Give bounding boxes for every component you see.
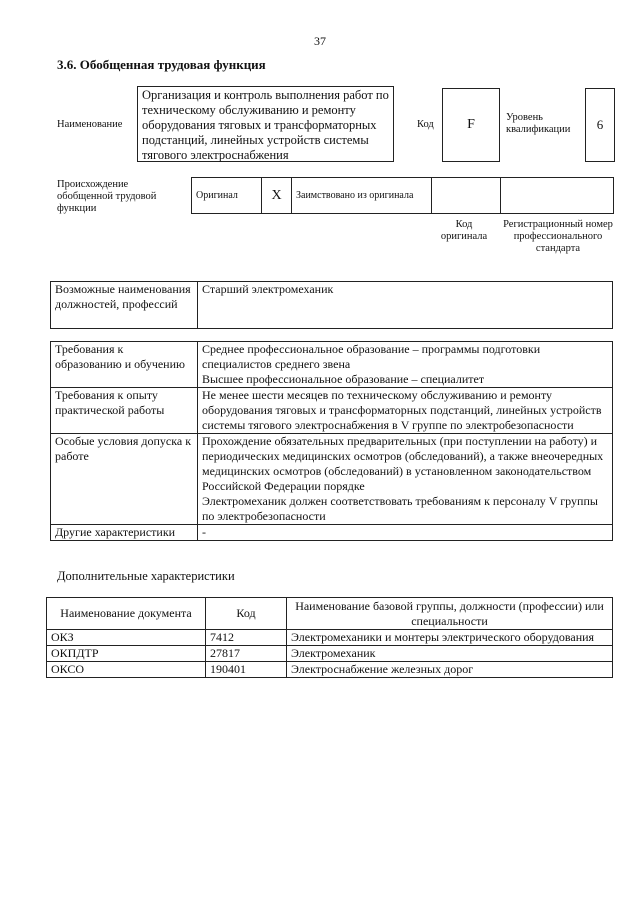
qualification-level-box: 6 <box>585 88 615 162</box>
origin-code-caption: Код оригинала <box>440 219 488 242</box>
section-title: 3.6. Обобщенная трудовая функция <box>57 57 266 72</box>
requirement-row <box>51 342 613 388</box>
positions-table <box>50 281 613 329</box>
additional-row <box>47 646 613 662</box>
doc-group-cell: Электромеханик <box>287 646 613 662</box>
function-name-box: Организация и контроль выполнения работ по техническому обслуживанию и ремонту оборудования тяговых и трансформаторных подстанций, линейных устройств системы тягового электроснабжения <box>137 86 394 162</box>
requirement-text: Не менее шести месяцев по техническому обслуживанию и ремонту оборудования тяговых и трансформаторных подстанций, линейных устройств системы тягового электроснабжения в V группе по электробезопасности <box>202 388 602 432</box>
requirement-value <box>198 342 613 388</box>
additional-title: Дополнительные характеристики <box>57 569 235 583</box>
requirement-label: Другие характеристики <box>51 525 198 541</box>
original-label-cell: Оригинал <box>192 178 262 214</box>
requirement-text: - <box>202 525 206 539</box>
level-label: Уровень квалификации <box>506 112 571 135</box>
doc-group-cell: Электроснабжение железных дорог <box>287 662 613 678</box>
header-document: Наименование документа <box>47 598 206 630</box>
doc-code-cell: 27817 <box>206 646 287 662</box>
function-code-box: F <box>442 88 500 162</box>
requirement-row <box>51 525 613 541</box>
requirement-value <box>198 388 613 434</box>
doc-name-cell: ОКЗ <box>47 630 206 646</box>
additional-row <box>47 662 613 678</box>
doc-code-cell: 7412 <box>206 630 287 646</box>
origin-label: Происхождение обобщенной трудовой функции <box>57 179 157 214</box>
name-label: Наименование <box>57 119 123 130</box>
header-group: Наименование базовой группы, должности (профессии) или специальности <box>287 598 613 630</box>
requirement-label: Требования к опыту практической работы <box>51 388 198 434</box>
requirement-label: Требования к образованию и обучению <box>51 342 198 388</box>
positions-value: Старший электромеханик <box>198 282 613 329</box>
requirement-text: Среднее профессиональное образование – программы подготовки специалистов среднего звена <box>202 342 541 371</box>
requirement-text: Прохождение обязательных предварительных (при поступлении на работу) и периодических медицинских осмотров (обследований), а также внеочередных медицинских осмотров (обследований) в установленном законодательством Российской Федерации порядке <box>202 434 604 493</box>
doc-name-cell: ОКСО <box>47 662 206 678</box>
additional-table <box>46 597 613 678</box>
doc-code-cell: 190401 <box>206 662 287 678</box>
requirements-table <box>50 341 613 541</box>
registration-number-cell <box>501 178 614 214</box>
requirement-text: Электромеханик должен соответствовать требованиям к персоналу V группы по электробезопасности <box>202 494 598 523</box>
requirement-value <box>198 525 613 541</box>
origin-table <box>191 177 614 214</box>
page-number: 37 <box>314 34 326 48</box>
requirement-row <box>51 388 613 434</box>
doc-name-cell: ОКПДТР <box>47 646 206 662</box>
requirement-row <box>51 434 613 525</box>
additional-header-row <box>47 598 613 630</box>
additional-row <box>47 630 613 646</box>
original-mark-cell: X <box>262 178 292 214</box>
requirement-value <box>198 434 613 525</box>
original-code-cell <box>432 178 501 214</box>
header-code: Код <box>206 598 287 630</box>
registration-caption: Регистрационный номер профессионального стандарта <box>503 219 613 254</box>
positions-label: Возможные наименования должностей, профессий <box>51 282 198 329</box>
requirement-label: Особые условия допуска к работе <box>51 434 198 525</box>
requirement-text: Высшее профессиональное образование – специалитет <box>202 372 485 386</box>
code-label: Код <box>417 119 434 130</box>
doc-group-cell: Электромеханики и монтеры электрического оборудования <box>287 630 613 646</box>
borrowed-label-cell: Заимствовано из оригинала <box>292 178 432 214</box>
